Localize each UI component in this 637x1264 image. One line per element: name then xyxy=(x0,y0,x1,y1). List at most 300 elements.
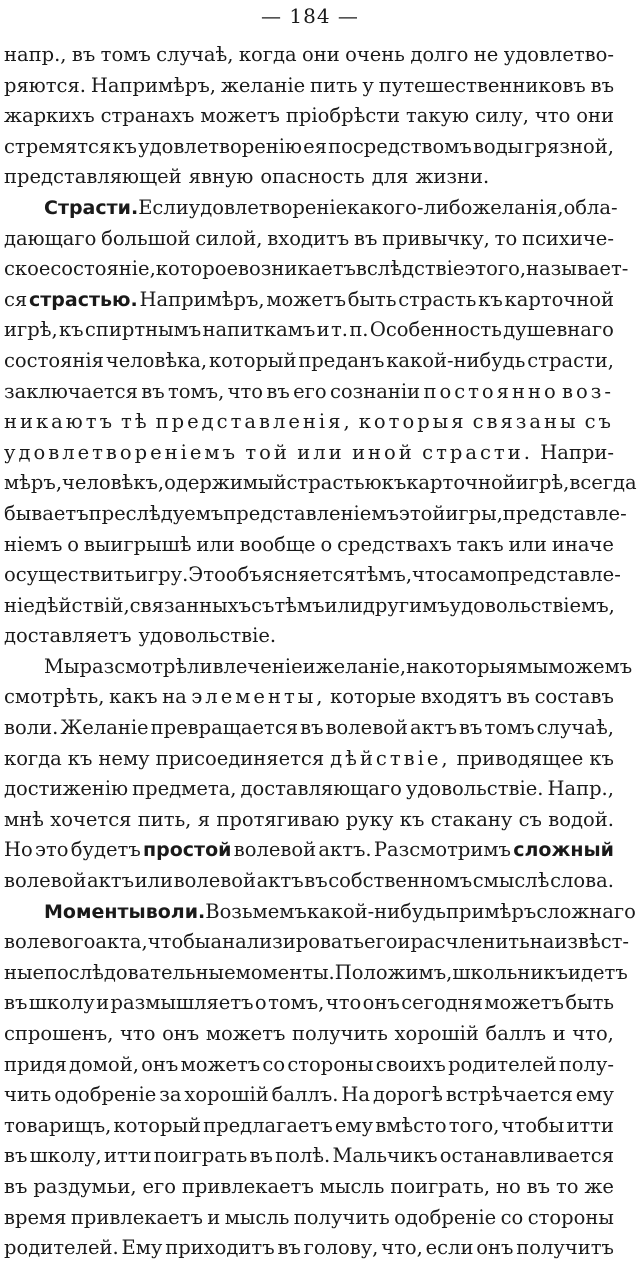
word: когда xyxy=(238,43,297,66)
word: хорошій xyxy=(394,1022,479,1045)
word: что, xyxy=(572,1022,614,1045)
spaced-emphasis: съ xyxy=(584,410,614,434)
word: влеченіе xyxy=(212,654,303,678)
word: актъ xyxy=(409,716,457,740)
word: преданъ xyxy=(298,348,385,372)
word: обла- xyxy=(563,195,618,219)
word: желаніе, xyxy=(315,654,407,678)
word: родителей. xyxy=(4,1236,119,1260)
spaced-emphasis: постоянно xyxy=(423,379,559,403)
word: доставляющаго xyxy=(240,777,402,801)
body-text xyxy=(4,40,637,1264)
word: представляющей xyxy=(4,165,182,189)
word: у xyxy=(362,73,374,97)
word: школу xyxy=(28,991,95,1015)
word: нему xyxy=(98,746,150,770)
word: удовлетворенію xyxy=(138,134,302,158)
text-line xyxy=(4,866,614,897)
word: ся xyxy=(4,287,28,311)
word: раздумьи, xyxy=(33,1174,137,1198)
spaced-emphasis: той xyxy=(245,440,290,464)
text-line xyxy=(4,835,614,866)
word: случаѣ, xyxy=(536,716,614,740)
word: представленіемъ xyxy=(223,501,399,525)
word: случаѣ, xyxy=(156,43,234,66)
text-line xyxy=(4,132,614,163)
word: баллъ xyxy=(485,1022,547,1045)
word: останавливается xyxy=(439,1144,614,1168)
word: въ xyxy=(4,991,28,1015)
word: входитъ xyxy=(267,226,350,250)
word: быть xyxy=(347,287,397,311)
word: Это xyxy=(188,563,226,587)
text-line xyxy=(4,438,614,469)
word: хочется xyxy=(50,807,132,831)
text-line xyxy=(4,560,621,591)
section-heading: воли. xyxy=(145,900,206,923)
word: его xyxy=(363,930,398,954)
word: ское xyxy=(4,257,51,281)
text-line xyxy=(4,774,614,805)
word: человѣкъ, xyxy=(62,471,165,495)
word: посредствомъ xyxy=(328,134,472,158)
word: вслѣдствіе xyxy=(355,257,465,281)
word: примѣръ xyxy=(446,899,537,923)
word: но xyxy=(495,1174,521,1198)
word: волевой xyxy=(325,716,408,740)
word: и xyxy=(207,1205,221,1229)
emphasized-term: страстью. xyxy=(29,288,138,311)
word: того, xyxy=(448,1113,500,1137)
word: тѣмъ, xyxy=(355,563,413,587)
word: игрѣ, xyxy=(515,471,570,495)
emphasized-term: сложный xyxy=(513,839,614,862)
word: онъ xyxy=(141,1052,179,1076)
word: можетъ xyxy=(180,1052,261,1076)
word: какъ xyxy=(109,685,158,709)
word: игру. xyxy=(134,563,189,587)
word: томъ xyxy=(484,716,535,740)
word: со xyxy=(500,1205,524,1229)
text-line xyxy=(4,713,614,744)
word: удовлетво- xyxy=(503,43,614,66)
word: другимъ xyxy=(362,593,450,617)
word: ные xyxy=(4,960,45,984)
word: дорогѣ xyxy=(372,1083,443,1107)
word: сознаніи xyxy=(329,379,421,403)
word: въ xyxy=(4,1174,28,1198)
word: игрѣ, xyxy=(4,318,58,342)
word: и xyxy=(96,991,110,1015)
word: то xyxy=(555,1174,579,1198)
word: волевой xyxy=(4,869,87,893)
word: опасность xyxy=(260,165,365,189)
text-line xyxy=(4,927,629,958)
word: акта, xyxy=(95,930,148,954)
word: что xyxy=(120,1022,156,1045)
word: что xyxy=(325,991,362,1015)
word: товарищъ, xyxy=(4,1113,112,1137)
word: страсть xyxy=(398,287,477,311)
word: чить xyxy=(4,1083,52,1107)
word: въ xyxy=(304,869,328,893)
word: средствахъ xyxy=(337,532,452,556)
word: представле- xyxy=(496,563,621,587)
word: можетъ xyxy=(200,104,280,128)
word: къ xyxy=(67,746,93,770)
word: дѣйствій, xyxy=(34,593,130,617)
word: одержимый xyxy=(164,471,287,495)
word: для xyxy=(371,165,409,189)
word: спиртнымъ xyxy=(84,318,202,342)
word: его xyxy=(293,379,327,403)
word: какой-нибудь xyxy=(386,348,526,372)
word: чтобы xyxy=(501,1113,565,1137)
word: возникаетъ xyxy=(238,257,356,281)
text-line xyxy=(4,315,614,346)
word: томъ, xyxy=(268,991,325,1015)
spaced-emphasis: страсти. xyxy=(422,440,533,464)
word: къ xyxy=(589,746,614,770)
word: домой, xyxy=(69,1052,139,1076)
spaced-emphasis: никаютъ xyxy=(4,410,115,434)
word: въ xyxy=(526,1174,551,1198)
word: они xyxy=(302,43,340,66)
text-line xyxy=(4,744,614,775)
word: то xyxy=(494,226,518,250)
word: къ xyxy=(399,807,425,831)
word: волевой xyxy=(233,838,317,862)
emphasized-term: простой xyxy=(143,839,232,862)
word: напиткамъ xyxy=(202,318,316,342)
word: разсмотрѣли xyxy=(79,654,213,678)
word: Мальчикъ xyxy=(332,1144,438,1168)
word: игры, xyxy=(445,501,503,525)
word: стремятся xyxy=(4,134,112,158)
word: Особенность xyxy=(369,318,502,342)
word: предмета, xyxy=(132,777,237,801)
word: въ xyxy=(506,685,530,709)
word: школу, xyxy=(29,1144,102,1168)
word: къ xyxy=(112,134,137,158)
word: и xyxy=(302,654,316,678)
word: чтобы xyxy=(147,930,211,954)
word: жаркихъ xyxy=(4,104,95,128)
word: которыя xyxy=(430,654,518,678)
spaced-emphasis: или xyxy=(297,440,345,464)
text-line xyxy=(4,346,614,377)
word: не xyxy=(473,43,499,66)
word: я xyxy=(197,807,211,831)
word: въ xyxy=(266,379,290,403)
word: актъ xyxy=(256,869,304,893)
word: карточной xyxy=(406,471,516,495)
text-line xyxy=(4,162,614,193)
word: итти xyxy=(103,1144,152,1168)
word: водой. xyxy=(548,807,614,831)
word: страсти, xyxy=(527,348,614,372)
word: Положимъ, xyxy=(334,960,453,984)
word: сегодня xyxy=(401,991,483,1015)
word: дающаго xyxy=(4,226,97,250)
word: называет- xyxy=(526,257,629,281)
word: на xyxy=(162,685,187,709)
word: страстью xyxy=(286,471,382,495)
word: мнѣ xyxy=(4,807,44,831)
word: смотрѣть, xyxy=(4,685,105,709)
text-line xyxy=(4,1050,614,1081)
word: или xyxy=(134,869,173,893)
word: такую xyxy=(405,104,470,128)
word: можемъ xyxy=(548,654,633,678)
text-line xyxy=(4,40,614,71)
word: что xyxy=(227,379,264,403)
word: тѣмъ xyxy=(274,593,325,617)
text-line xyxy=(4,1111,614,1142)
word: полу- xyxy=(558,1052,614,1076)
spaced-emphasis: которыя xyxy=(358,410,467,434)
word: п. xyxy=(349,318,369,342)
word: пить, xyxy=(137,807,192,831)
word: или xyxy=(196,532,235,556)
word: удовлетвореніе xyxy=(188,195,348,219)
word: получить xyxy=(293,1205,390,1229)
word: само xyxy=(447,563,497,587)
word: грязной, xyxy=(524,134,614,158)
word: удовольствіе. xyxy=(138,624,277,648)
word: этого, xyxy=(464,257,527,281)
word: желаніе xyxy=(220,73,306,97)
word: силой, xyxy=(195,226,263,250)
word: расчленить xyxy=(410,930,530,954)
word: вмѣсто xyxy=(375,1113,447,1137)
word: пить xyxy=(310,73,358,97)
word: полѣ. xyxy=(275,1144,331,1168)
spaced-emphasis: представленія, xyxy=(155,410,353,434)
word: къ xyxy=(381,471,407,495)
text-line xyxy=(4,988,614,1019)
text-line xyxy=(4,1080,614,1111)
word: что xyxy=(412,563,448,587)
word: путешественниковъ xyxy=(378,73,586,97)
text-line xyxy=(4,621,614,652)
word: что xyxy=(534,104,571,128)
word: получить xyxy=(292,1022,388,1045)
word: доставляетъ xyxy=(4,624,132,648)
word: можетъ xyxy=(205,1022,286,1045)
word: связанныхъ xyxy=(129,593,252,617)
word: стакану xyxy=(430,807,513,831)
section-heading: Моменты xyxy=(44,900,146,923)
word: къ xyxy=(478,287,503,311)
word: баллъ. xyxy=(271,1083,339,1107)
word: о xyxy=(320,532,333,556)
text-line xyxy=(4,805,614,836)
word: человѣка, xyxy=(105,348,208,372)
word: или xyxy=(324,593,363,617)
word: одобреніе xyxy=(394,1205,497,1229)
word: итти xyxy=(566,1113,614,1137)
text-line xyxy=(4,499,627,530)
word: въ xyxy=(277,1236,301,1260)
text-line xyxy=(4,1141,614,1172)
word: ніе xyxy=(4,593,35,617)
word: большой xyxy=(101,226,191,250)
word: преслѣдуемъ xyxy=(88,501,224,525)
word: предлагаетъ xyxy=(203,1113,333,1137)
text-line xyxy=(4,530,614,561)
word: Если xyxy=(138,195,189,219)
spaced-emphasis: связаны xyxy=(472,410,579,434)
word: которое xyxy=(155,257,238,281)
word: какого-либо xyxy=(347,195,473,219)
word: онъ xyxy=(362,991,400,1015)
word: волевого xyxy=(4,930,96,954)
word: на xyxy=(529,930,555,954)
word: время xyxy=(4,1205,67,1229)
word: актъ. xyxy=(318,838,372,862)
word: извѣст- xyxy=(554,930,629,954)
word: привычку, xyxy=(382,226,490,250)
word: приводящее xyxy=(456,746,584,770)
word: за xyxy=(159,1083,182,1107)
word: Желаніе xyxy=(60,716,149,740)
word: можетъ xyxy=(266,287,346,311)
word: иначе xyxy=(551,532,614,556)
word: приходитъ xyxy=(165,1236,275,1260)
word: волевой xyxy=(173,869,256,893)
word: съ xyxy=(251,593,275,617)
text-line xyxy=(4,254,629,285)
word: бываетъ xyxy=(4,501,89,525)
word: Мы xyxy=(44,654,80,678)
word: одобреніе xyxy=(54,1083,157,1107)
word: ряются. xyxy=(4,73,86,97)
word: послѣдовательные xyxy=(44,960,236,984)
spaced-emphasis: удовлетвореніемъ xyxy=(4,440,239,464)
text-line xyxy=(4,407,614,438)
word: своихъ xyxy=(375,1052,446,1076)
text-line xyxy=(4,1019,614,1050)
word: который xyxy=(113,1113,201,1137)
word: входятъ xyxy=(420,685,502,709)
word: На xyxy=(341,1083,370,1107)
word: въ xyxy=(141,379,165,403)
word: Разсмотримъ xyxy=(373,838,511,862)
word: желанія, xyxy=(472,195,564,219)
word: привлекаетъ xyxy=(181,1174,314,1198)
word: поиграть xyxy=(153,1144,248,1168)
word: въ xyxy=(249,1144,273,1168)
word: присоединяется xyxy=(155,746,325,770)
word: ему xyxy=(575,1083,614,1107)
word: съ xyxy=(518,807,542,831)
word: Напри- xyxy=(540,440,614,464)
word: на xyxy=(406,654,431,678)
word: будетъ xyxy=(70,838,141,862)
word: странахъ xyxy=(100,104,195,128)
word: который xyxy=(208,348,297,372)
word: ніемъ xyxy=(4,532,63,556)
word: протягиваю xyxy=(216,807,340,831)
word: стороны xyxy=(527,1205,614,1229)
word: они xyxy=(576,104,614,128)
word: ему xyxy=(334,1113,374,1137)
word: можетъ xyxy=(484,991,564,1015)
text-line xyxy=(4,1203,614,1234)
word: представле- xyxy=(502,501,627,525)
word: явную xyxy=(188,165,254,189)
word: этой xyxy=(398,501,446,525)
word: и xyxy=(552,1022,566,1045)
word: т. xyxy=(330,318,348,342)
word: это xyxy=(35,838,69,862)
word: онъ xyxy=(162,1022,200,1045)
word: его xyxy=(142,1174,176,1198)
word: такъ xyxy=(456,532,504,556)
word: въ xyxy=(353,226,378,250)
text-line xyxy=(4,71,614,102)
word: превращается xyxy=(150,716,299,740)
text-line xyxy=(4,468,637,499)
word: со xyxy=(262,1052,286,1076)
spaced-emphasis: элементы, xyxy=(191,685,326,709)
word: мысль xyxy=(319,1174,385,1198)
word: Ему xyxy=(121,1236,163,1260)
word: придя xyxy=(4,1052,67,1076)
word: встрѣчается xyxy=(445,1083,573,1107)
word: мѣръ, xyxy=(4,471,63,495)
text-line xyxy=(4,652,633,683)
word: Напр., xyxy=(547,777,614,801)
word: и xyxy=(316,318,330,342)
word: руку xyxy=(345,807,394,831)
word: Напримѣръ, xyxy=(139,287,265,311)
text-line xyxy=(4,591,614,622)
word: ея xyxy=(303,134,327,158)
word: воды xyxy=(472,134,524,158)
word: размышляетъ xyxy=(110,991,254,1015)
word: вообще xyxy=(239,532,316,556)
word: достиженію xyxy=(4,777,129,801)
word: о xyxy=(67,532,79,556)
word: Возьмемъ xyxy=(205,899,307,923)
word: собственномъ xyxy=(328,869,473,893)
word: къ xyxy=(58,318,84,342)
word: заключается xyxy=(4,379,138,403)
word: когда xyxy=(4,746,62,770)
word: привлекаетъ xyxy=(70,1205,203,1229)
word: школьникъ xyxy=(452,960,568,984)
word: долго xyxy=(410,43,469,66)
text-line xyxy=(4,682,614,713)
word: въ xyxy=(300,716,324,740)
section-heading: Страсти. xyxy=(44,196,139,219)
word: спрошенъ, xyxy=(4,1022,114,1045)
text-line xyxy=(4,224,614,255)
word: моменты. xyxy=(235,960,335,984)
word: родителей xyxy=(448,1052,557,1076)
word: душевнаго xyxy=(503,318,614,342)
word: составъ xyxy=(534,685,614,709)
text-line xyxy=(4,101,614,132)
word: пріобрѣсти xyxy=(285,104,401,128)
word: и xyxy=(397,930,411,954)
word: очень xyxy=(345,43,405,66)
word: онъ xyxy=(476,1236,514,1260)
word: напр., xyxy=(4,43,67,66)
word: Но xyxy=(4,838,33,862)
